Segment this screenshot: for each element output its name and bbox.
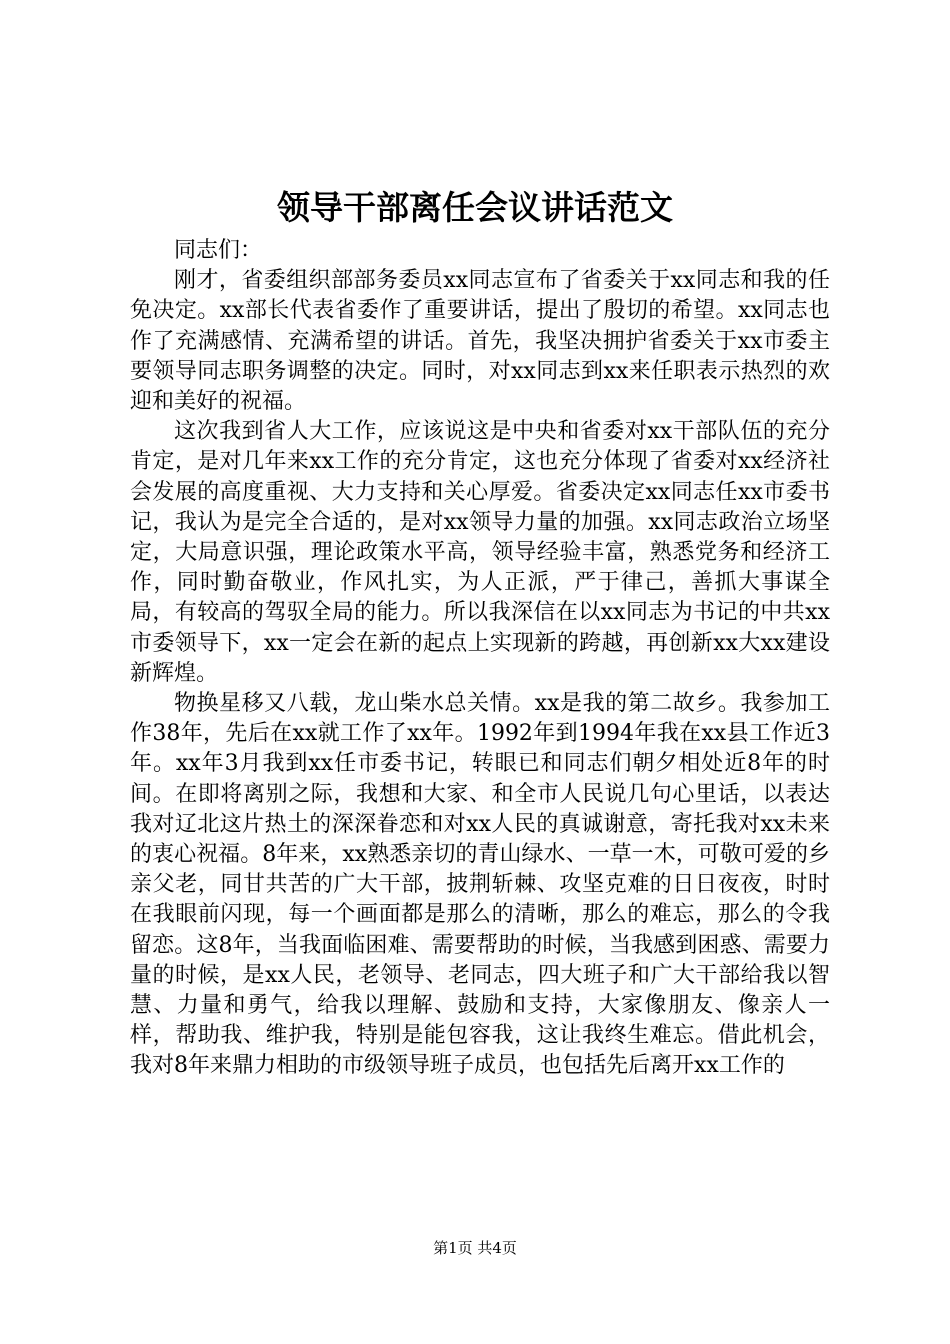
salutation: 同志们：	[174, 238, 263, 263]
page-footer: 第1页 共4页	[433, 1239, 517, 1257]
paragraph: 物换星移又八载，龙山柴水总关情。xx是我的第二故乡。我参加工作38年，先后在xx就工作了xx年。1992年到1994年我在xx县工作近3年。xx年3月我到xx任市委书记，转眼已和同志们朝夕相处近8年的时间。在即将离别之际，我想和大家、和全市人民说几句心里话，以表达我对辽北这片热土的深深眷恋和对xx人民的真诚谢意，寄托我对xx未来的衷心祝福。8年来，xx熟悉亲切的青山绿水、一草一木，可敬可爱的乡亲父老，同甘共苦的广大干部，披荆斩棘、攻坚克难的日日夜夜，时时在我眼前闪现，每一个画面都是那么的清晰，那么的难忘，那么的令我留恋。这8年，当我面临困难、需要帮助的时候，当我感到困惑、需要力量的时候，是xx人民，老领导、老同志，四大班子和广大干部给我以智慧、力量和勇气，给我以理解、鼓励和支持，大家像朋友、像亲人一样，帮助我、维护我，特别是能包容我，这让我终生难忘。借此机会，我对8年来鼎力相助的市级领导班子成员，也包括先后离开xx工作的	[130, 691, 830, 1079]
document-body	[130, 236, 830, 1082]
paragraph: 这次我到省人大工作，应该说这是中央和省委对xx干部队伍的充分肯定，是对几年来xx工作的充分肯定，这也充分体现了省委对xx经济社会发展的高度重视、大力支持和关心厚爱。省委决定xx同志任xx市委书记，我认为是完全合适的，是对xx领导力量的加强。xx同志政治立场坚定，大局意识强，理论政策水平高，领导经验丰富，熟悉党务和经济工作，同时勤奋敬业，作风扎实，为人正派，严于律己，善抓大事谋全局，有较高的驾驭全局的能力。所以我深信在以xx同志为书记的中共xx市委领导下，xx一定会在新的起点上实现新的跨越，再创新xx大xx建设新辉煌。	[130, 419, 830, 686]
document-title: 领导干部离任会议讲话范文	[277, 188, 673, 227]
paragraph: 刚才，省委组织部部务委员xx同志宣布了省委关于xx同志和我的任免决定。xx部长代表省委作了重要讲话，提出了殷切的希望。xx同志也作了充满感情、充满希望的讲话。首先，我坚决拥护省委关于xx市委主要领导同志职务调整的决定。同时，对xx同志到xx来任职表示热烈的欢迎和美好的祝福。	[130, 268, 830, 415]
